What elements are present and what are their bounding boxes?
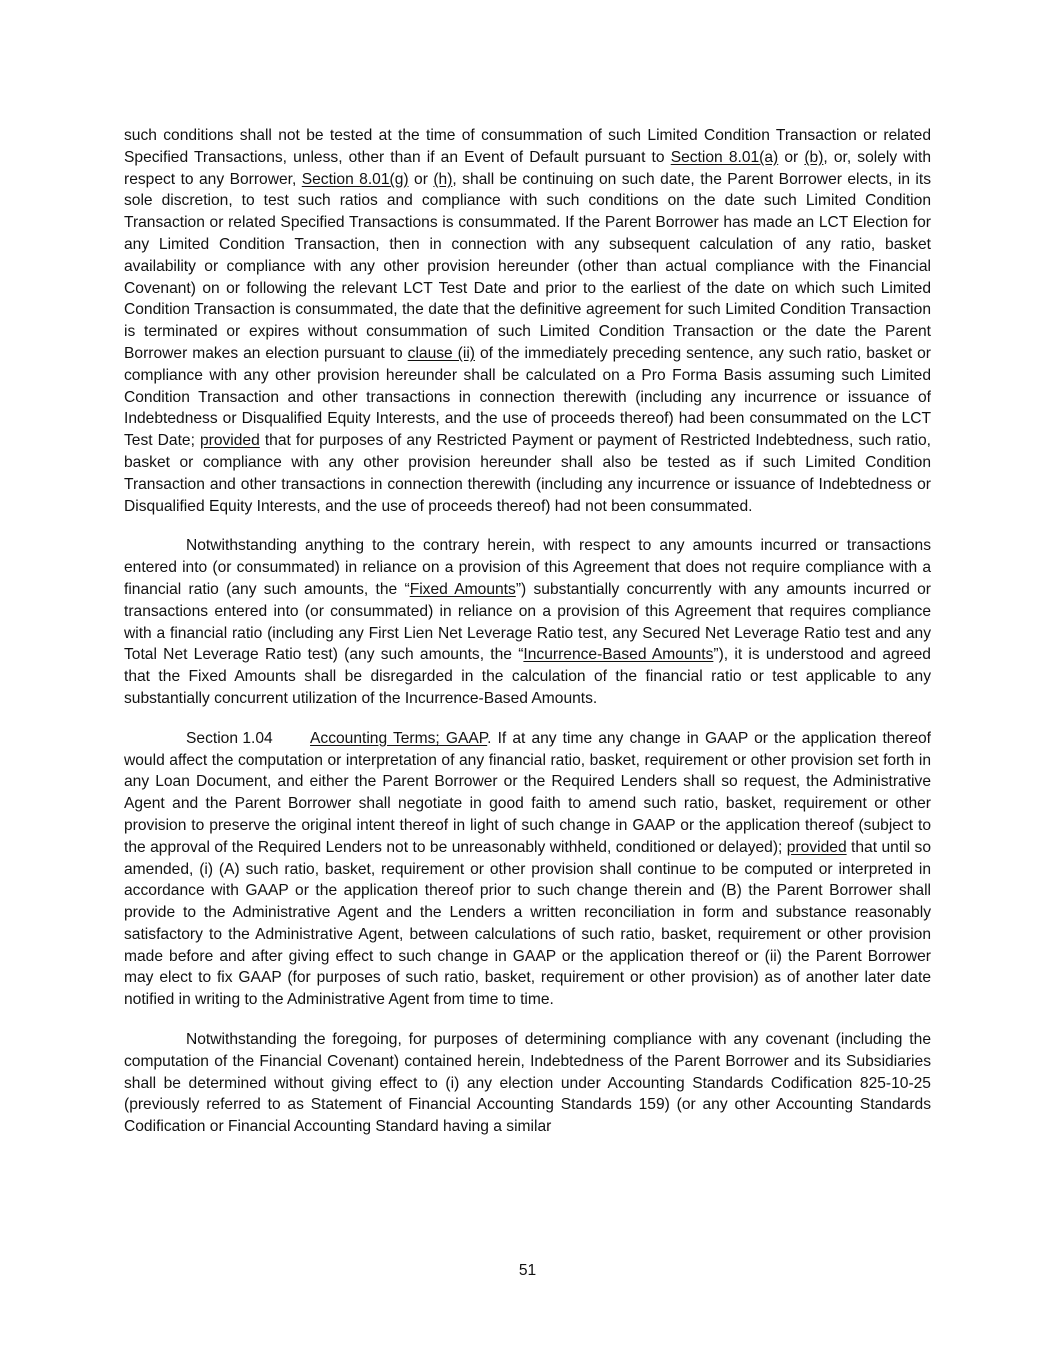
text-run: such conditions shall not be tested at the time of consummation of such Limited Condition Transaction or related Specified Transactions, unless, other than if an Event of Default pursuant to (124, 127, 931, 166)
text-run: Notwithstanding anything to the contrary herein, with respect to any amounts incurred or transactions entered into (or consummated) in reliance on a provision of this Agreement that does not require compliance with a financial ratio (any such amounts, the “ (124, 537, 931, 598)
section-heading: Accounting Terms; GAAP (310, 729, 488, 747)
text-run: or (778, 148, 805, 166)
cross-reference: Section 8.01(g) (301, 170, 409, 188)
underlined-term: provided (786, 838, 847, 856)
text-run: Notwithstanding the foregoing, for purposes of determining compliance with any covenant (including the computation of the Financial Covenant) contained herein, Indebtedness of the Parent Borrower and its Subsidiaries shall be determined without giving effect to (i) any election under Accounting Standards Codification 825-10-25 (previously referred to as Statement of Financial Accounting Standards 159) (or any other Accounting Standards Codification or Financial Accounting Standard having a similar (124, 1031, 931, 1136)
paragraph-fixed-amounts (124, 535, 931, 709)
paragraph-section-1-04 (124, 728, 931, 1011)
paragraph-notwithstanding-foregoing (124, 1029, 931, 1138)
text-run: , or, solely with respect to any Borrower, (124, 148, 931, 188)
section-number: Section 1.04 (186, 729, 273, 747)
document-body (124, 125, 931, 1138)
defined-term: Incurrence-Based Amounts (523, 646, 714, 664)
defined-term: Fixed Amounts (409, 580, 516, 598)
cross-reference: Section 8.01(a) (670, 148, 779, 166)
text-run: that for purposes of any Restricted Payment or payment of Restricted Indebtedness, such ratio, basket or compliance with any other provision hereunder shall also be tested as if such Limited Condition Transaction and other transactions in connection therewith (including any incurrence or issuance of Indebtedness or Disqualified Equity Interests, and the use of proceeds thereof) had not been consummated. (124, 432, 931, 515)
text-run: . If at any time any change in GAAP or the application thereof would affect the computation or interpretation of any financial ratio, basket, requirement or other provision set forth in any Loan Document, and either the Parent Borrower or the Required Lenders shall so request, the Administrative Agent and the Parent Borrower shall negotiate in good faith to amend such ratio, basket, requirement or other provision to preserve the original intent thereof in light of such change in GAAP or the application thereof (subject to the approval of the Required Lenders not to be unreasonably withheld, conditioned or delayed); (124, 729, 932, 856)
text-run: ”) substantially concurrently with any amounts incurred or transactions entered into (or consummated) in reliance on a provision of this Agreement that requires compliance with a financial ratio (including any First Lien Net Leverage Ratio test, any Secured Net Leverage Ratio test and any Total Net Leverage Ratio test) (any such amounts, the “ (124, 580, 931, 664)
cross-reference: (h) (433, 170, 453, 188)
text-run: , shall be continuing on such date, the Parent Borrower elects, in its sole discretion, to test such ratios and compliance with such conditions on the date such Limited Condition Transaction or related Specified Transactions is consummated. If the Parent Borrower has made an LCT Election for any Limited Condition Transaction, then in connection with any subsequent calculation of any ratio, basket availability or compliance with any other provision hereunder (other than actual compliance with the Financial Covenant) on or following the relevant LCT Test Date and prior to the earliest of the date on which such Limited Condition Transaction is consummated, the date that the definitive agreement for such Limited Condition Transaction is terminated or expires without consummation of such Limited Condition Transaction or the date the Parent Borrower makes an election pursuant to (124, 170, 932, 362)
text-run: that until so amended, (i) (A) such ratio, basket, requirement or other provision shall continue to be computed or interpreted in accordance with GAAP or the application thereof prior to such change therein and (B) the Parent Borrower shall provide to the Administrative Agent and the Lenders a written reconciliation in form and substance reasonably satisfactory to the Administrative Agent, between calculations of such ratio, basket, requirement or other provision made before and after giving effect to such change in GAAP or the application thereof or (ii) the Parent Borrower may elect to fix GAAP (for purposes of such ratio, basket, requirement or other provision) as of another later date notified in writing to the Administrative Agent from time to time. (124, 838, 931, 1009)
paragraph-limited-condition (124, 125, 931, 517)
cross-reference: (b) (804, 148, 824, 166)
cross-reference: clause (ii) (407, 344, 475, 362)
page-number: 51 (518, 1262, 537, 1279)
text-run: of the immediately preceding sentence, any such ratio, basket or compliance with any other provision hereunder shall be calculated on a Pro Forma Basis assuming such Limited Condition Transaction and other transactions in connection therewith (including any incurrence or issuance of Indebtedness or Disqualified Equity Interests, and the use of proceeds thereof) had been consummated on the LCT Test Date; (124, 344, 931, 450)
underlined-term: provided (199, 432, 260, 450)
text-run: or (408, 170, 434, 188)
text-run: ”), it is understood and agreed that the Fixed Amounts shall be disregarded in the calculation of the financial ratio or test applicable to any substantially concurrent utilization of the Incurrence-Based Amounts. (124, 646, 931, 707)
